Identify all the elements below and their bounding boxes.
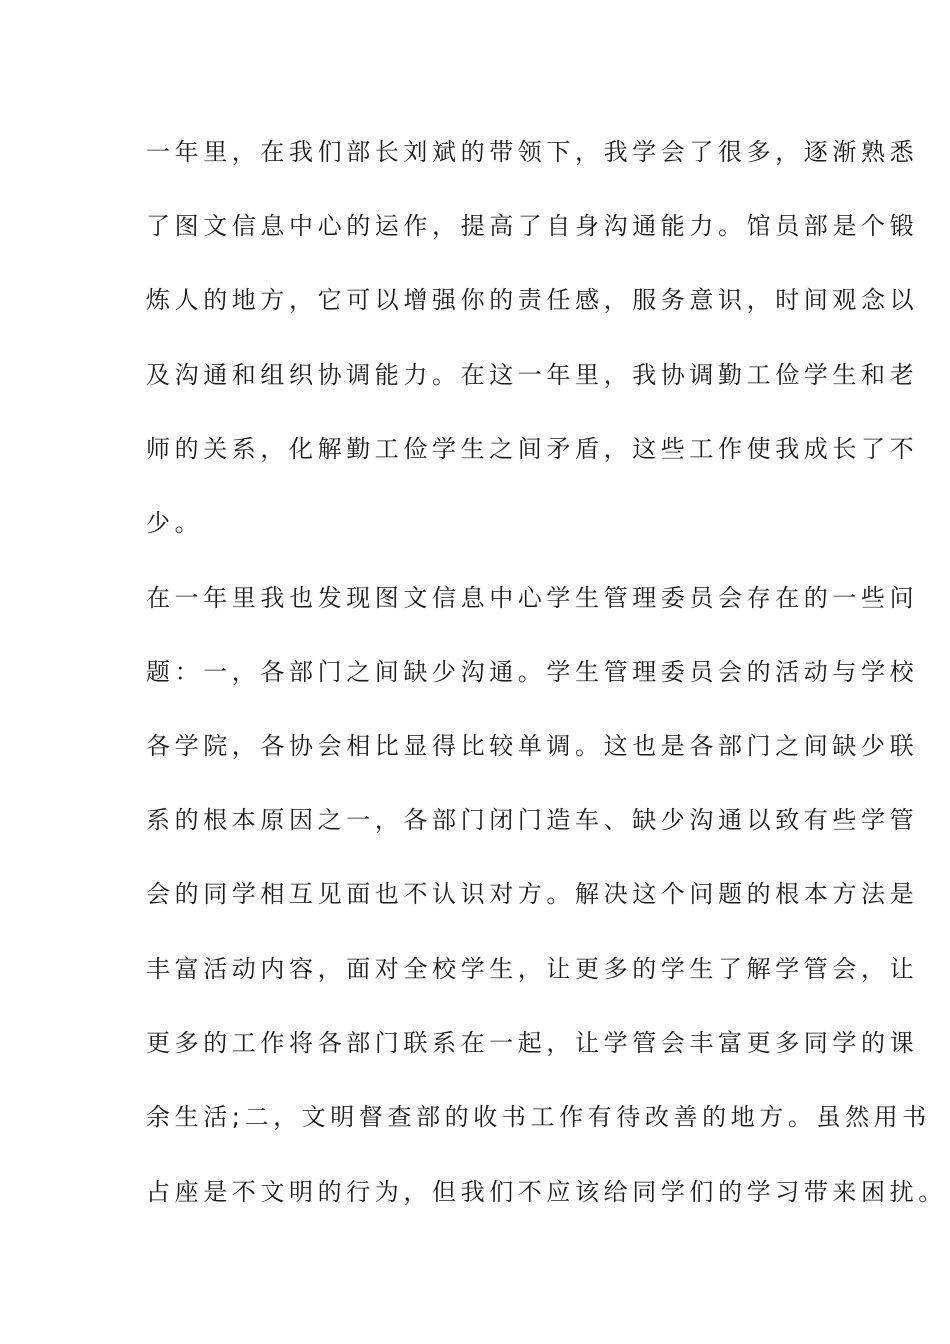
text-line: 少。: [146, 509, 204, 537]
text-line: 系的根本原因之一，各部门闭门造车、缺少沟通以致有些学管: [146, 806, 919, 834]
text-line: 各学院，各协会相比显得比较单调。这也是各部门之间缺少联: [146, 732, 919, 760]
text-line: 在一年里我也发现图文信息中心学生管理委员会存在的一些问: [146, 584, 919, 612]
text-line: 占座是不文明的行为，但我们不应该给同学们的学习带来困扰。: [146, 1178, 947, 1206]
text-line: 丰富活动内容，面对全校学生，让更多的学生了解学管会，让: [146, 955, 919, 983]
text-line: 一年里，在我们部长刘斌的带领下，我学会了很多，逐渐熟悉: [146, 138, 919, 166]
text-line: 题：一，各部门之间缺少沟通。学生管理委员会的活动与学校: [146, 658, 919, 686]
text-line: 了图文信息中心的运作，提高了自身沟通能力。馆员部是个锻: [146, 212, 919, 240]
text-line: 师的关系，化解勤工俭学生之间矛盾，这些工作使我成长了不: [146, 435, 919, 463]
text-line: 会的同学相互见面也不认识对方。解决这个问题的根本方法是: [146, 880, 919, 908]
text-line: 余生活;二，文明督查部的收书工作有待改善的地方。虽然用书: [146, 1103, 931, 1131]
text-line: 更多的工作将各部门联系在一起，让学管会丰富更多同学的课: [146, 1029, 919, 1057]
text-line: 炼人的地方，它可以增强你的责任感，服务意识，时间观念以: [146, 286, 919, 314]
text-line: 及沟通和组织协调能力。在这一年里，我协调勤工俭学生和老: [146, 361, 919, 389]
